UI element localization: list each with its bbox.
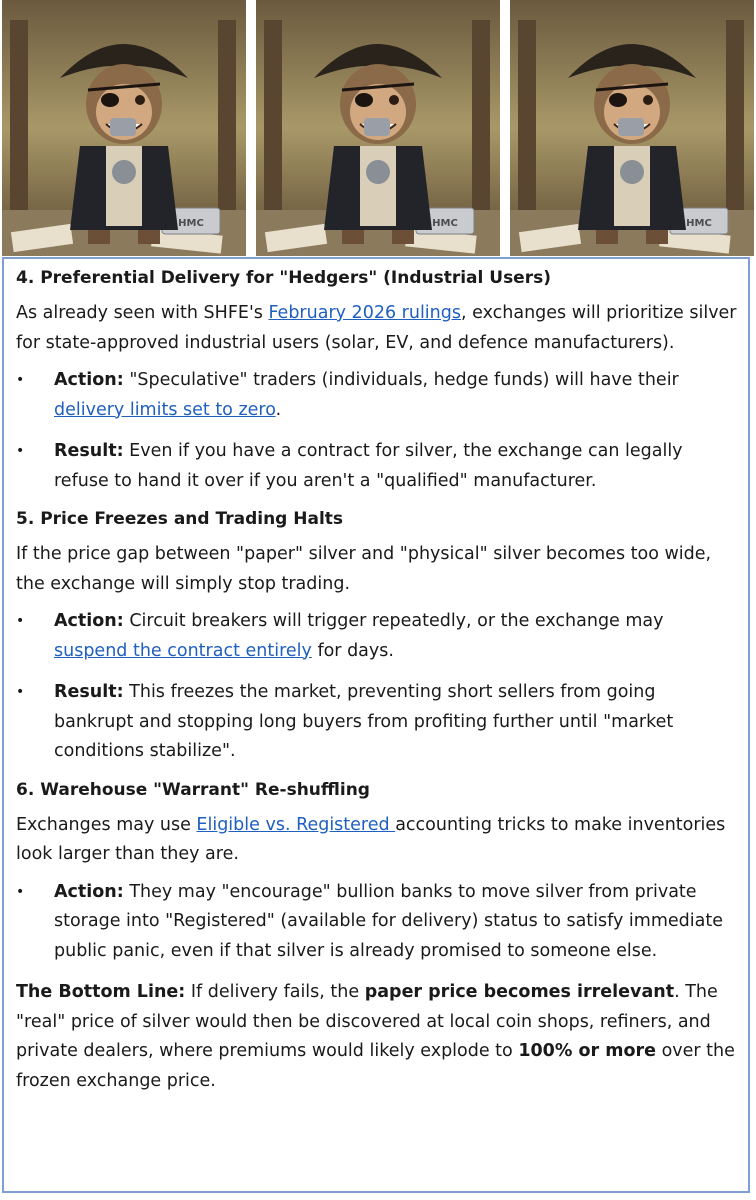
bullet-text: This freezes the market, preventing short sellers from going bankrupt and stopping long buyers from profiting further until "market conditions stabilize".	[54, 682, 674, 761]
silver-bar-text: HMC	[686, 218, 712, 229]
section-6-action-bullet	[16, 878, 738, 967]
bullet-label: Action:	[54, 881, 124, 902]
section-4-heading: 4. Preferential Delivery for "Hedgers" (Industrial Users)	[16, 268, 551, 288]
bullet-icon: •	[16, 443, 25, 459]
bullet-icon: •	[16, 372, 25, 388]
section-5-bullets	[16, 607, 738, 767]
bottom-line-text: over the frozen exchange price.	[16, 1041, 735, 1091]
bullet-label: Result:	[54, 441, 124, 461]
bullet-text: .	[275, 399, 282, 420]
intro-text: accounting tricks to make inventories look larger than they are.	[16, 814, 726, 864]
bullet-label: Action:	[54, 611, 124, 631]
bullet-icon: •	[16, 883, 25, 900]
eligible-vs-registered-link[interactable]: Eligible vs. Registered	[196, 814, 396, 835]
pirate-monkey-image-1	[2, 0, 246, 256]
article-content	[16, 263, 738, 1104]
section-5-intro: If the price gap between "paper" silver and "physical" silver becomes too wide, the exchange will simply stop trading.	[16, 544, 712, 594]
bullet-label: Action:	[54, 370, 124, 390]
bullet-text: Even if you have a contract for silver, the exchange can legally refuse to hand it over if you aren't a "qualified" manufacturer.	[54, 441, 683, 491]
bullet-text: for days.	[311, 640, 394, 661]
intro-text: As already seen with SHFE's	[16, 303, 269, 323]
bullet-text: "Speculative" traders (individuals, hedge funds) will have their	[123, 370, 679, 390]
section-4-result-bullet	[16, 437, 738, 496]
bottom-line-paragraph	[16, 978, 738, 1096]
section-4-bullets	[16, 366, 738, 496]
section-4-action-bullet	[16, 366, 738, 425]
bottom-line-text: If delivery fails, the	[185, 982, 365, 1002]
section-6-heading: 6. Warehouse "Warrant" Re-shuffling	[16, 779, 370, 800]
suspend-contract-link[interactable]: suspend the contract entirely	[54, 640, 312, 661]
bullet-label: Result:	[54, 682, 124, 702]
bullet-text: They may "encourage" bullion banks to move silver from private storage into "Registered" (available for delivery) status to satisfy immediate public panic, even if that silver is already promised to someone else.	[54, 881, 723, 961]
bullet-text: Circuit breakers will trigger repeatedly, or the exchange may	[123, 611, 664, 631]
delivery-limits-link[interactable]: delivery limits set to zero	[54, 399, 276, 420]
article-box	[2, 257, 750, 1193]
bottom-line-text: . The "real" price of silver would then be discovered at local coin shops, refiners, and private dealers, where premiums would likely explode to	[16, 982, 718, 1061]
section-4-intro	[16, 299, 738, 358]
silver-bar-text: HMC	[432, 218, 458, 229]
section-5-result-bullet	[16, 678, 738, 767]
section-5-heading: 5. Price Freezes and Trading Halts	[16, 509, 344, 529]
section-5-action-bullet	[16, 607, 738, 666]
intro-text: , exchanges will prioritize silver for state-approved industrial users (solar, EV, and defence manufacturers).	[16, 303, 737, 353]
bottom-line-emphasis: paper price becomes irrelevant	[364, 982, 675, 1002]
february-2026-rulings-link[interactable]: February 2026 rulings	[268, 303, 461, 323]
silver-bar-text: HMC	[178, 218, 204, 229]
bullet-icon: •	[16, 684, 25, 700]
pirate-monkey-image-2	[256, 0, 500, 256]
section-6-intro	[16, 811, 738, 870]
bottom-line-emphasis: 100% or more	[518, 1041, 656, 1061]
intro-text: Exchanges may use	[16, 814, 197, 835]
section-6-bullets	[16, 878, 738, 967]
bottom-line-label: The Bottom Line:	[16, 982, 186, 1002]
image-strip	[0, 0, 756, 256]
bullet-icon: •	[16, 613, 25, 629]
pirate-monkey-image-3	[510, 0, 754, 256]
